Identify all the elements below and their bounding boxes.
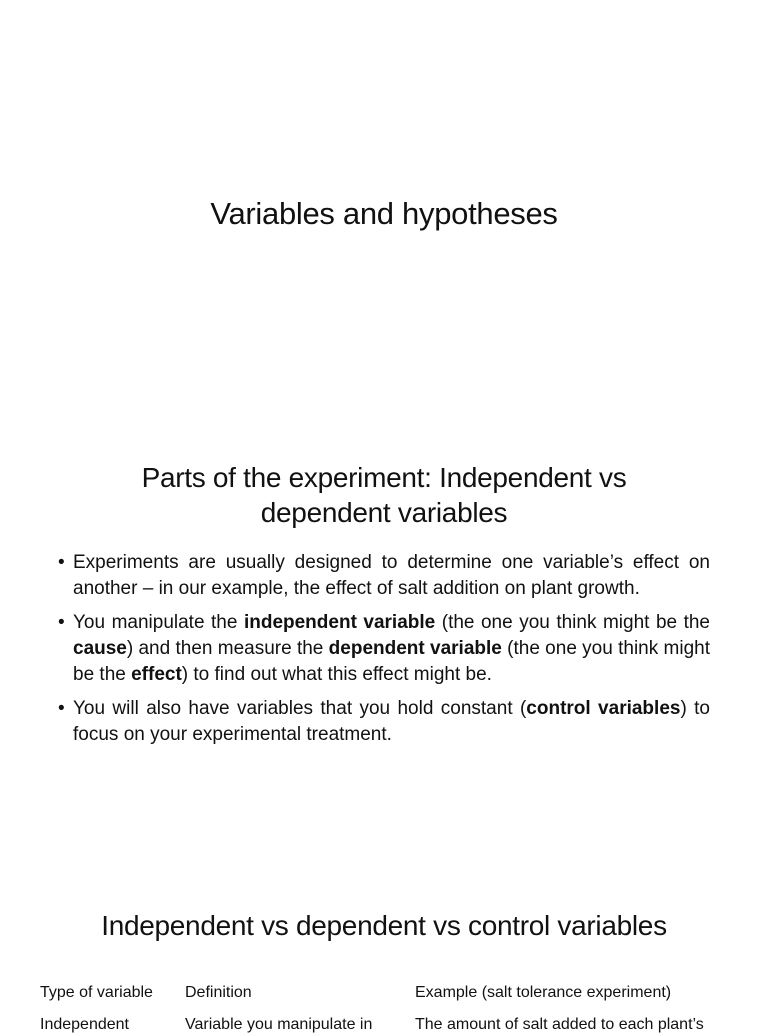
table-header-example: Example (salt tolerance experiment) <box>415 984 672 1001</box>
bullet-item <box>58 610 710 688</box>
bullet-bold-text: cause <box>73 638 127 659</box>
bullet-bold-text: dependent variable <box>328 638 502 659</box>
bullet-bold-text: control variables <box>526 698 681 719</box>
bullet-bold-text: effect <box>131 664 182 685</box>
slide-title <box>0 0 768 430</box>
bullet-text: (the one you think might be the <box>73 638 710 685</box>
bullet-text: ) to find out what this effect might be. <box>181 664 492 685</box>
bullet-dot-icon: • <box>58 698 65 719</box>
slide-heading: Independent vs dependent vs control variables <box>101 910 667 941</box>
bullet-text: ) and then measure the <box>126 638 329 659</box>
slide-heading <box>40 460 728 530</box>
bullet-text: You will also have variables that you hold constant ( <box>73 698 527 719</box>
bullet-list <box>58 550 710 756</box>
table-header-type: Type of variable <box>40 984 153 1001</box>
table-cell-definition: Variable you manipulate in <box>185 1016 373 1033</box>
bullet-text: You manipulate the <box>73 612 244 633</box>
bullet-text: (the one you think might be the <box>435 612 711 633</box>
table-header-definition: Definition <box>185 984 252 1001</box>
slide-variables-table <box>0 860 768 1033</box>
bullet-bold-text: independent variable <box>243 612 436 633</box>
slide-heading-line2: dependent variables <box>260 497 508 528</box>
slide-title-heading: Variables and hypotheses <box>210 196 558 231</box>
bullet-dot-icon: • <box>58 552 65 573</box>
bullet-item <box>58 550 710 602</box>
bullet-text: Experiments are usually designed to determine one variable’s effect on another – in our example, the effect of salt addition on plant growth. <box>73 552 710 599</box>
table-cell-type: Independent <box>40 1016 129 1033</box>
slide-parts-of-experiment <box>0 430 768 860</box>
table-cell-example: The amount of salt added to each plant’s <box>415 1016 704 1033</box>
bullet-dot-icon: • <box>58 612 65 633</box>
bullet-item <box>58 696 710 748</box>
bullet-text: ) to focus on your experimental treatment. <box>73 698 710 745</box>
slide-heading-line1: Parts of the experiment: Independent vs <box>141 462 627 493</box>
